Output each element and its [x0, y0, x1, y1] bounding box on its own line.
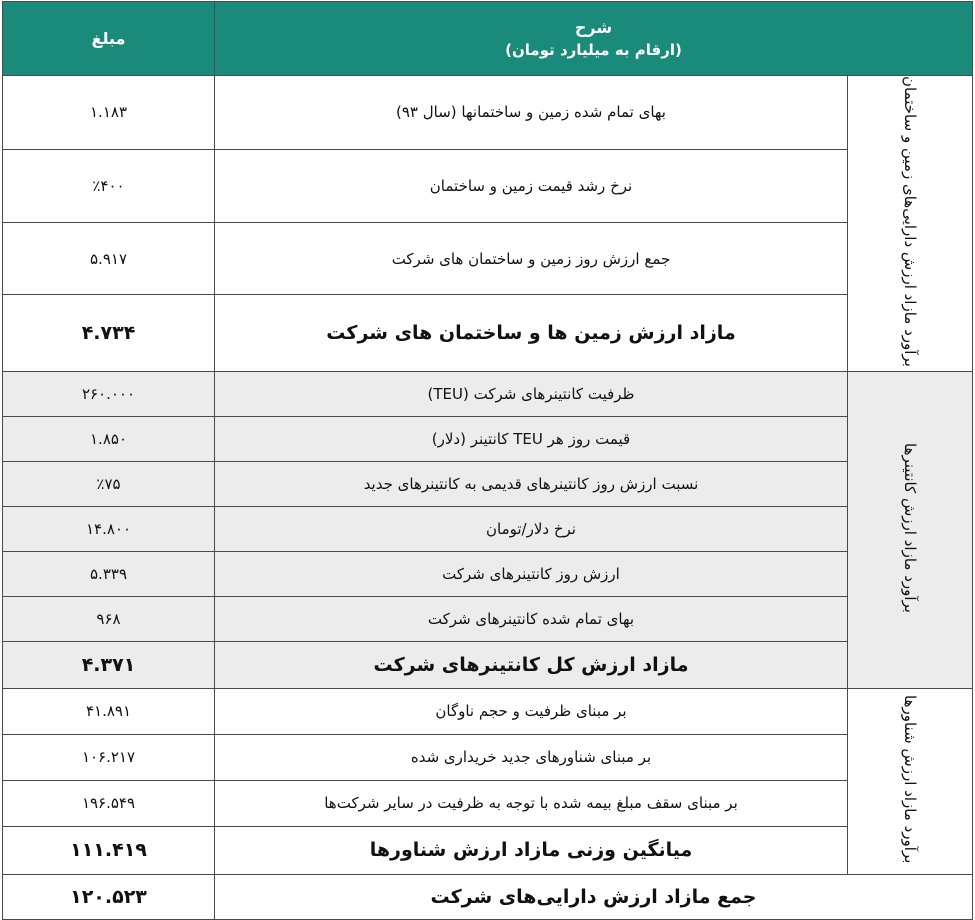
group-label-vessels [848, 688, 973, 874]
row-amount: ۲۶۰.۰۰۰ [3, 371, 215, 416]
subtotal-row [3, 641, 973, 688]
group-label-containers [848, 371, 973, 688]
amount-header: مبلغ [3, 2, 215, 76]
row-description: قیمت روز هر TEU کانتینر (دلار) [215, 416, 848, 461]
row-amount: ٪۷۵ [3, 461, 215, 506]
row-amount: ۴.۳۷۱ [3, 641, 215, 688]
row-amount: ۱.۸۵۰ [3, 416, 215, 461]
row-description: نرخ رشد قیمت زمین و ساختمان [215, 149, 848, 223]
table-row [3, 734, 973, 780]
table-row [3, 371, 973, 416]
table-row [3, 149, 973, 223]
row-amount: ۹۶۸ [3, 596, 215, 641]
table-row [3, 461, 973, 506]
table-row [3, 223, 973, 295]
row-description: نرخ دلار/تومان [215, 506, 848, 551]
header-row [3, 2, 973, 76]
table-row [3, 780, 973, 826]
table-row [3, 76, 973, 150]
row-amount: ۱۰۶.۲۱۷ [3, 734, 215, 780]
row-description: بر مبنای ظرفیت و حجم ناوگان [215, 688, 848, 734]
table-row [3, 416, 973, 461]
group-label-text: برآورد مازاد ارزش کانتینرها [901, 442, 919, 613]
row-description: بهای تمام شده کانتینرهای شرکت [215, 596, 848, 641]
row-amount: ٪۴۰۰ [3, 149, 215, 223]
grand-total-row [3, 874, 973, 919]
asset-valuation-table [2, 1, 973, 920]
description-header-title: شرح [574, 18, 613, 37]
row-description: بهای تمام شده زمین و ساختمانها (سال ۹۳) [215, 76, 848, 150]
row-amount: ۴۱.۸۹۱ [3, 688, 215, 734]
table-row [3, 688, 973, 734]
row-amount: ۱۴.۸۰۰ [3, 506, 215, 551]
row-description: ارزش روز کانتینرهای شرکت [215, 551, 848, 596]
table-row [3, 596, 973, 641]
description-header [215, 2, 973, 76]
row-amount: ۱.۱۸۳ [3, 76, 215, 150]
grand-total-amount: ۱۲۰.۵۲۳ [3, 874, 215, 919]
subtotal-row [3, 295, 973, 372]
group-label-text: برآورد مازاد ارزش شناورها [901, 695, 919, 864]
subtotal-row [3, 826, 973, 874]
table-row [3, 506, 973, 551]
grand-total-description: جمع مازاد ارزش دارایی‌های شرکت [215, 874, 973, 919]
group-label-land-buildings [848, 76, 973, 372]
row-amount: ۵.۳۳۹ [3, 551, 215, 596]
group-label-text: برآورد مازاد ارزش دارایی‌های زمین و ساختمان [901, 76, 919, 367]
row-description: مازاد ارزش کل کانتینرهای شرکت [215, 641, 848, 688]
row-amount: ۴.۷۳۴ [3, 295, 215, 372]
description-header-subtitle: (ارقام به میلیارد تومان) [505, 41, 682, 59]
row-amount: ۱۹۶.۵۴۹ [3, 780, 215, 826]
row-description: بر مبنای سقف مبلغ بیمه شده با توجه به ظرفیت در سایر شرکت‌ها [215, 780, 848, 826]
row-amount: ۵.۹۱۷ [3, 223, 215, 295]
row-description: بر مبنای شناورهای جدید خریداری شده [215, 734, 848, 780]
row-description: مازاد ارزش زمین ها و ساختمان های شرکت [215, 295, 848, 372]
row-description: نسبت ارزش روز کانتینرهای قدیمی به کانتینرهای جدید [215, 461, 848, 506]
row-description: ظرفیت کانتینرهای شرکت (TEU) [215, 371, 848, 416]
row-description: جمع ارزش روز زمین و ساختمان های شرکت [215, 223, 848, 295]
row-description: میانگین وزنی مازاد ارزش شناورها [215, 826, 848, 874]
table-row [3, 551, 973, 596]
row-amount: ۱۱۱.۴۱۹ [3, 826, 215, 874]
